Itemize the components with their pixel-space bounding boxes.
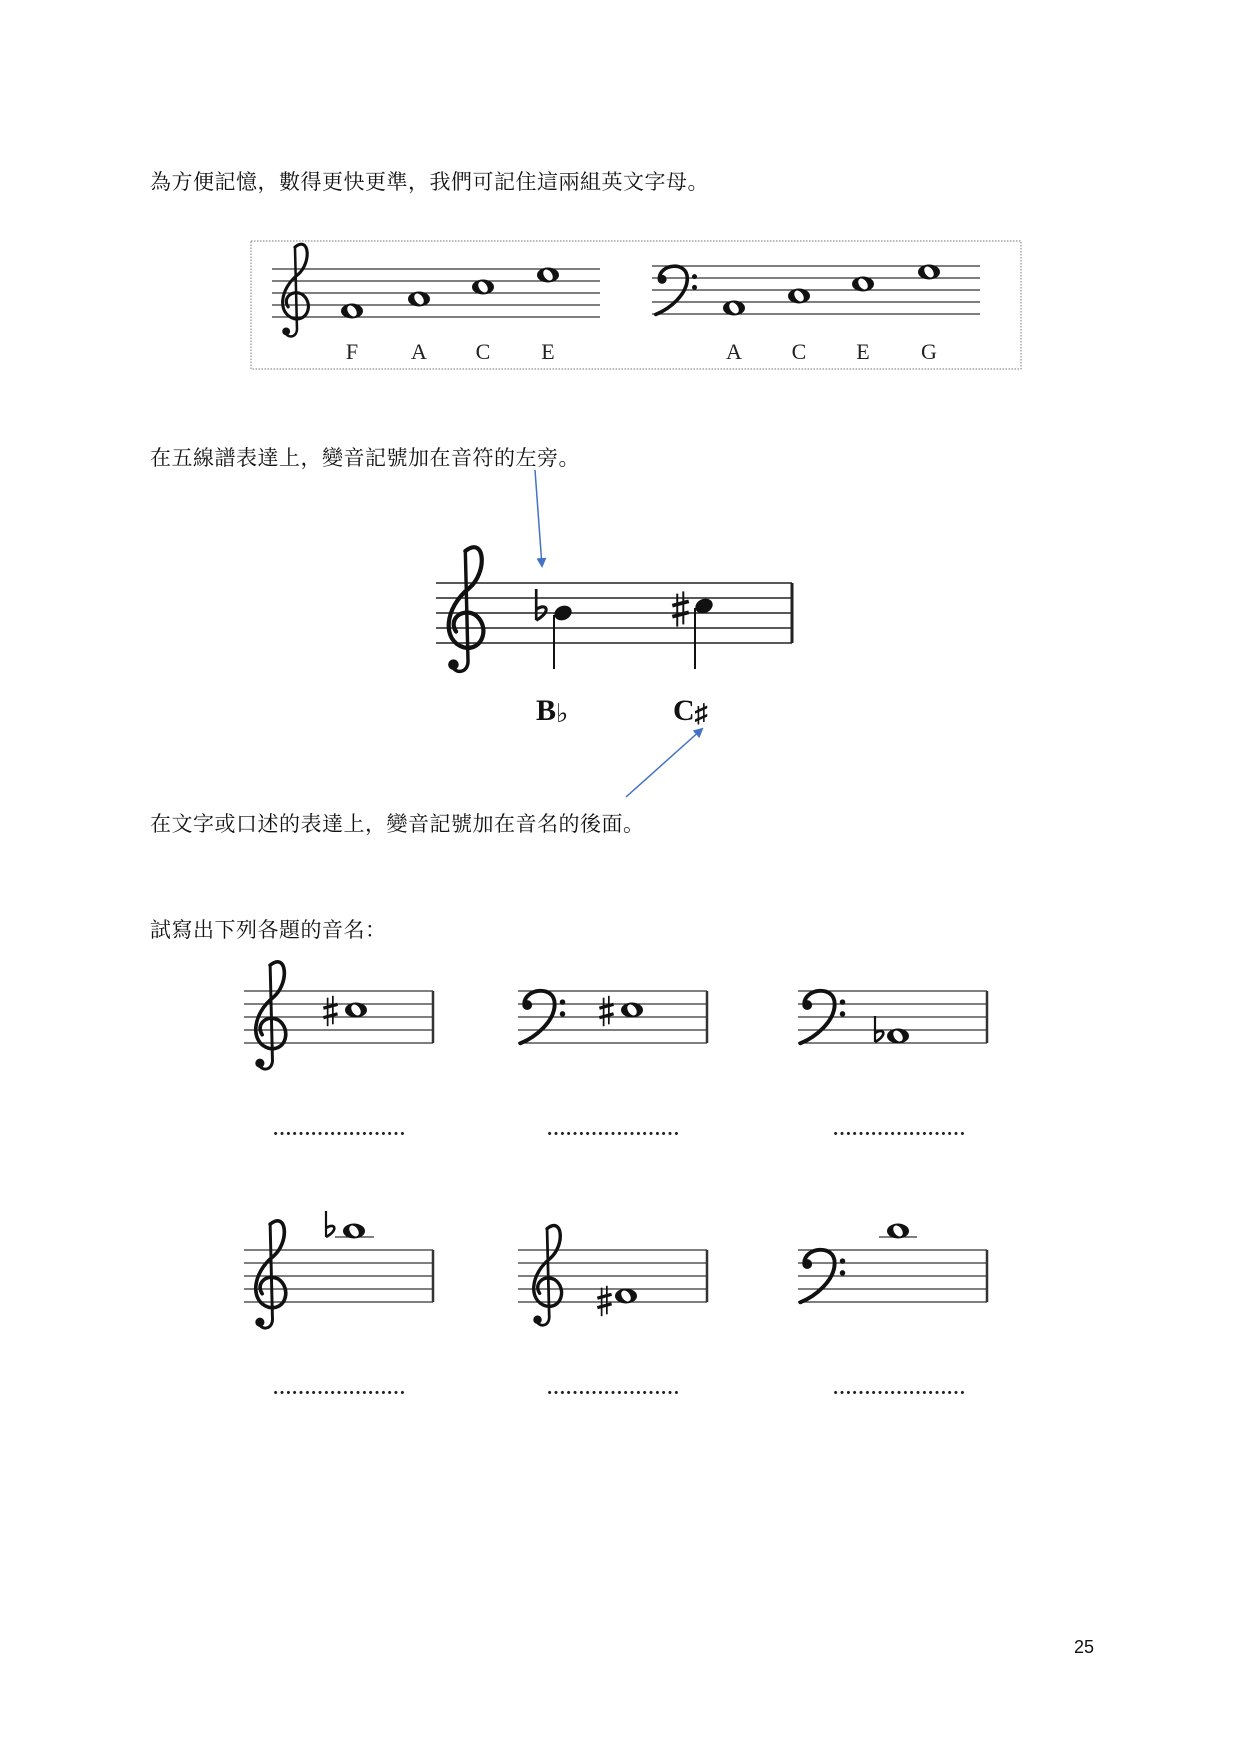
- staff-notation-text: 在五線譜表達上，變音記號加在音符的左旁。: [150, 446, 580, 470]
- page-number: 25: [1074, 1637, 1095, 1657]
- exercise-prompt: 試寫出下列各題的音名：: [150, 918, 387, 942]
- whole-note-f: [341, 304, 363, 319]
- whole-note-3: [887, 1029, 909, 1044]
- flat-icon: [536, 589, 546, 620]
- example-staff: [436, 583, 792, 643]
- whole-note-4: [343, 1224, 365, 1239]
- face-letter-a: A: [411, 339, 427, 364]
- answer-blank-5[interactable]: …………………: [546, 1378, 680, 1399]
- face-letter-f: F: [345, 339, 359, 364]
- whole-note-a-bass: [723, 301, 745, 316]
- whole-note-a: [408, 292, 430, 307]
- flat-icon: [875, 1016, 883, 1042]
- answer-blank-2[interactable]: …………………: [546, 1119, 680, 1140]
- face-letter-e: E: [541, 339, 555, 364]
- face-letter-c: C: [475, 339, 491, 364]
- quarter-note-b-flat: [552, 603, 574, 623]
- answer-blank-4[interactable]: …………………: [272, 1378, 406, 1399]
- whole-note-e: [537, 268, 559, 283]
- arrow-to-flat: [535, 470, 542, 566]
- label-c-sharp: C♯: [673, 694, 708, 728]
- whole-note-c: [472, 280, 494, 295]
- intro-text: 為方便記憶，數得更快更準，我們可記住這兩組英文字母。: [150, 170, 709, 194]
- whole-note-g-bass: [918, 265, 940, 280]
- answer-blank-3[interactable]: …………………: [832, 1119, 966, 1140]
- sharp-icon: [597, 1286, 611, 1316]
- answer-blank-6[interactable]: …………………: [832, 1378, 966, 1399]
- flat-icon: [326, 1211, 334, 1237]
- whole-note-6: [887, 1224, 909, 1239]
- treble-clef-icon: [448, 547, 483, 671]
- answer-blank-1[interactable]: …………………: [272, 1119, 406, 1140]
- sharp-icon: [672, 591, 689, 626]
- treble-clef-icon: [282, 244, 308, 336]
- aceg-letter-a: A: [726, 339, 742, 364]
- sharp-icon: [323, 996, 337, 1026]
- text-notation-text: 在文字或口述的表達上，變音記號加在音名的後面。: [150, 812, 645, 836]
- exercise-staff-6: [798, 1237, 987, 1302]
- aceg-letter-e: E: [856, 339, 870, 364]
- aceg-letter-c: C: [791, 339, 807, 364]
- treble-clef-icon: [255, 962, 285, 1069]
- whole-note-e-bass: [852, 277, 874, 292]
- label-b-flat: B♭: [536, 694, 569, 728]
- exercise-staff-2: [518, 991, 707, 1043]
- aceg-letter-g: G: [921, 339, 937, 364]
- treble-clef-icon: [255, 1221, 285, 1328]
- exercise-staff-5: [518, 1250, 707, 1302]
- whole-note-c-bass: [788, 289, 810, 304]
- arrow-to-label: [626, 729, 702, 797]
- sharp-icon: [599, 996, 613, 1026]
- whole-note-5: [615, 1289, 637, 1304]
- whole-note-1: [345, 1003, 367, 1018]
- whole-note-2: [621, 1003, 643, 1018]
